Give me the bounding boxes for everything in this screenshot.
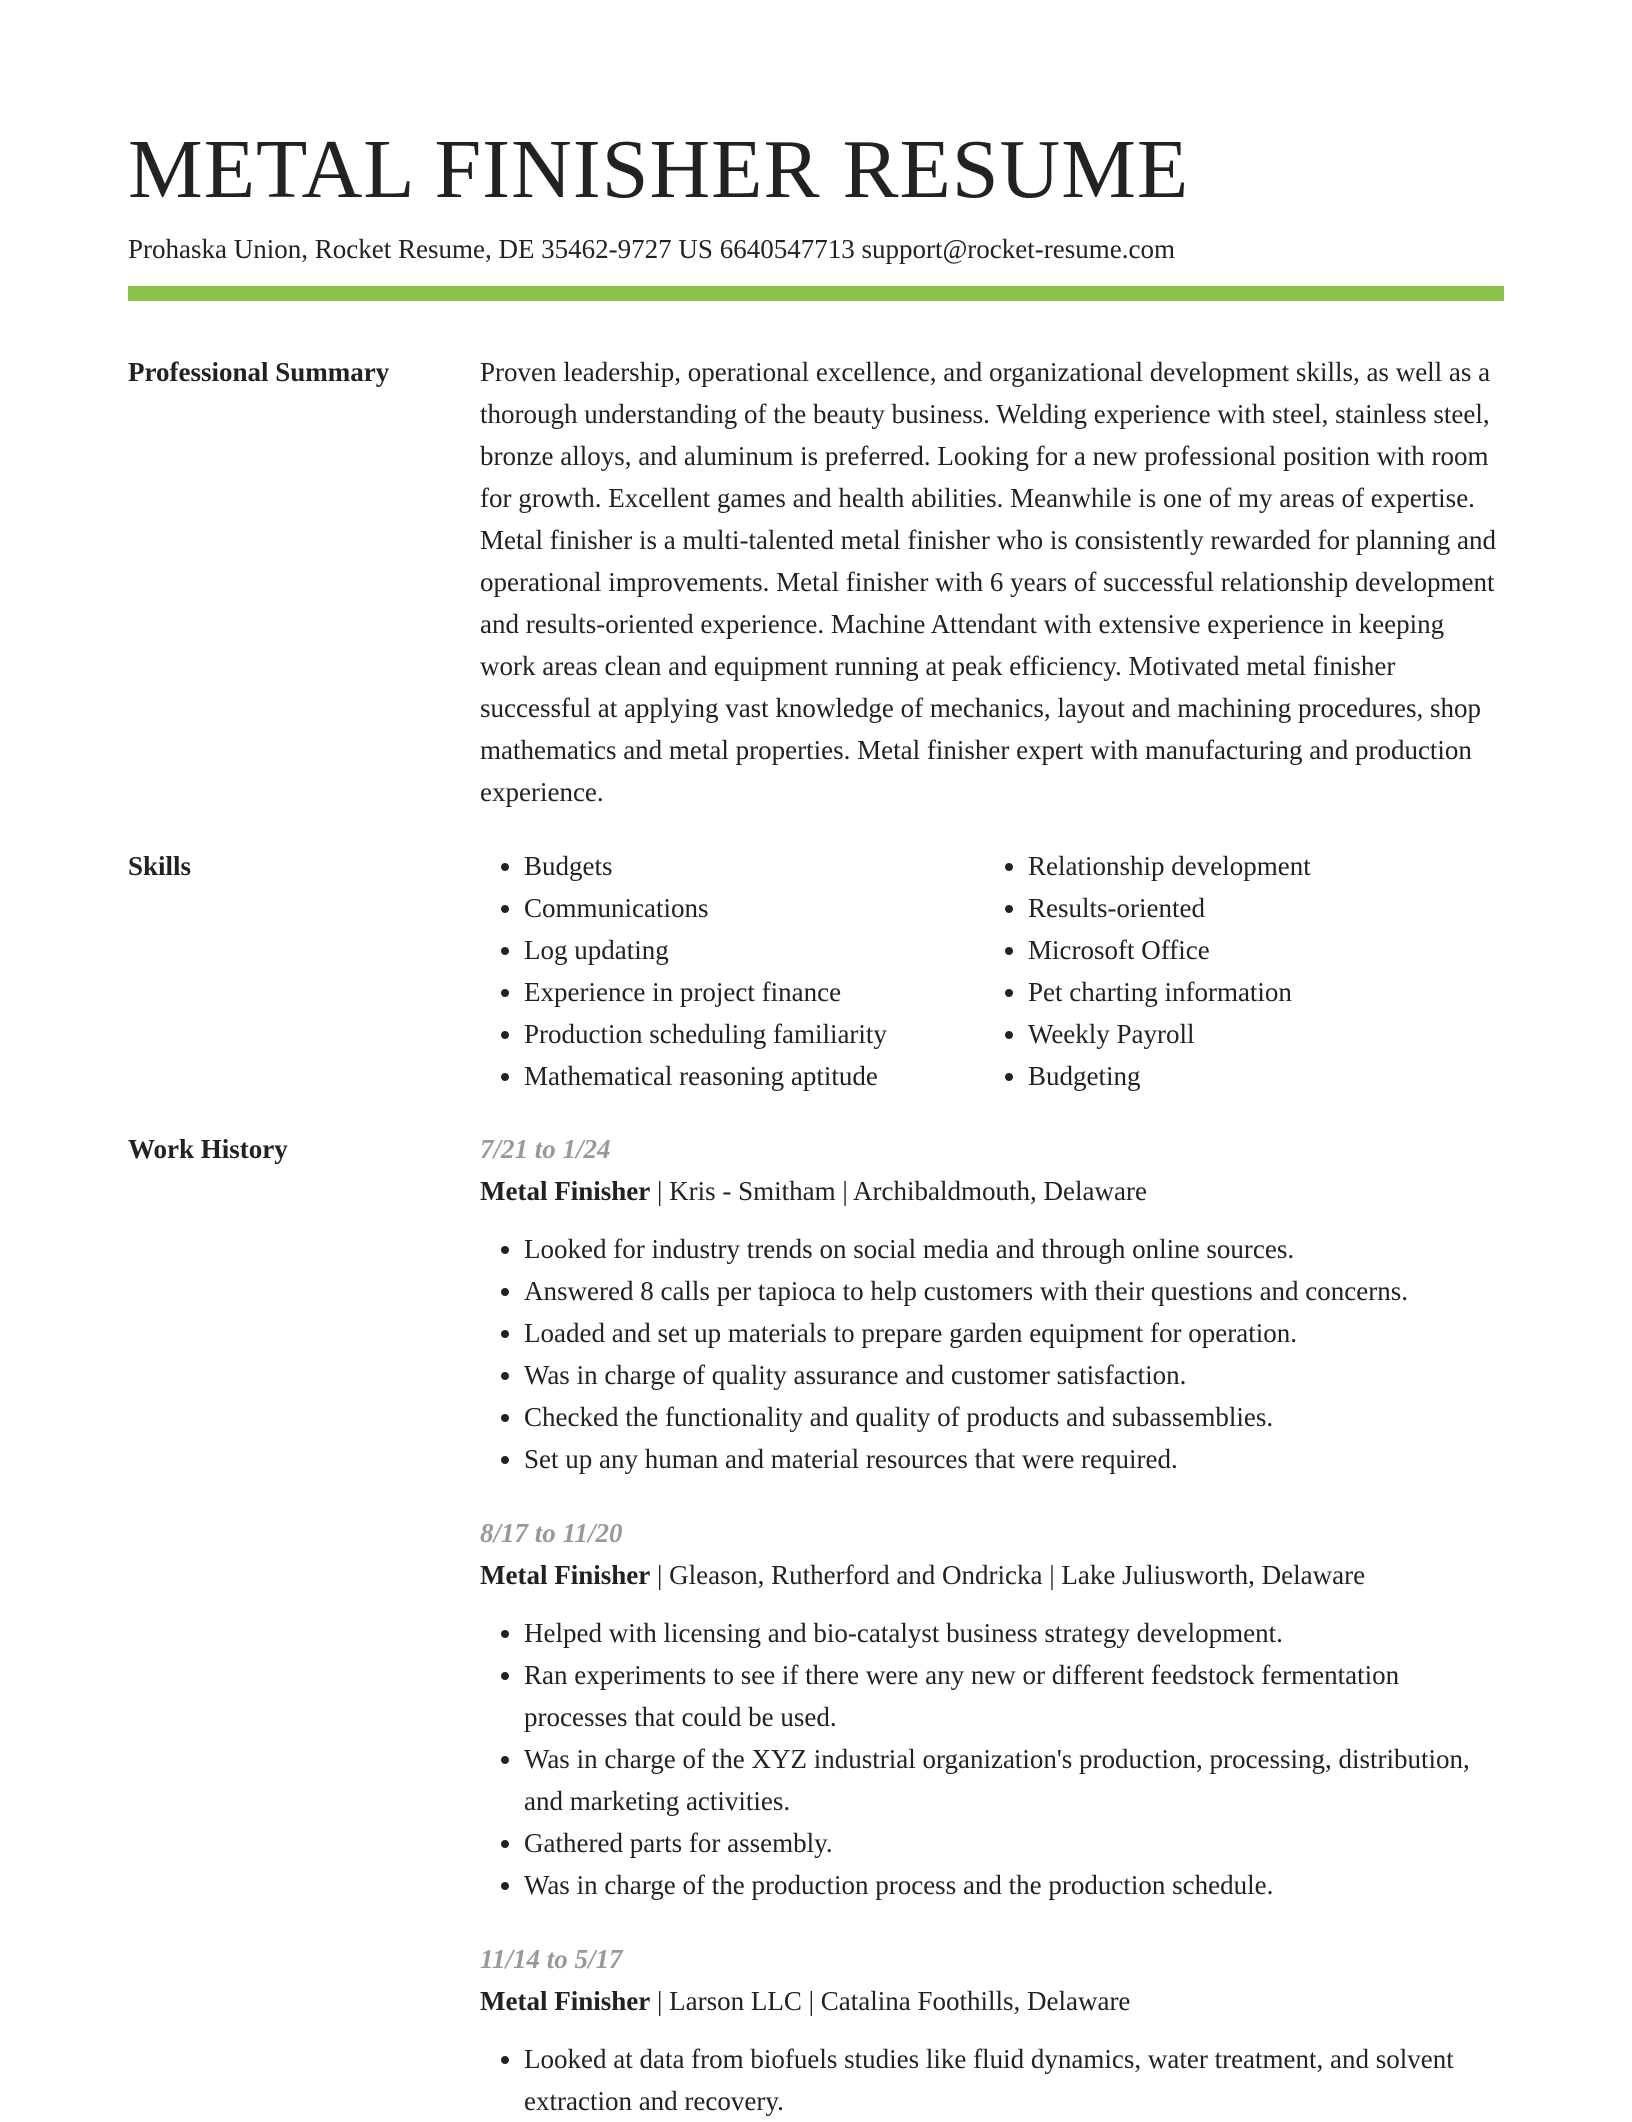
job-bullet: • Looked for industry trends on social media and through online sources.	[524, 1228, 1504, 1270]
job-bullets	[480, 1612, 1504, 1906]
job-entry	[480, 1512, 1504, 1906]
job-bullet: • Answered 8 calls per tapioca to help customers with their questions and concerns.	[524, 1270, 1504, 1312]
job-dates: 11/14 to 5/17	[480, 1944, 623, 1974]
job-header	[480, 1554, 1504, 1596]
work-history-section	[128, 1128, 1504, 2122]
job-bullet: • Looked at data from biofuels studies like fluid dynamics, water treatment, and solvent extraction and recovery.	[524, 2038, 1504, 2122]
contact-line: Prohaska Union, Rocket Resume, DE 35462-9727 US 6640547713 support@rocket-resume.com	[128, 234, 1175, 264]
job-bullet: • Ran experiments to see if there were any new or different feedstock fermentation processes that could be used.	[524, 1654, 1504, 1738]
header-divider	[128, 286, 1504, 301]
job-bullet: • Loaded and set up materials to prepare garden equipment for operation.	[524, 1312, 1504, 1354]
job-title: Metal Finisher	[480, 1176, 651, 1206]
summary-heading: Professional Summary	[128, 357, 390, 387]
skill-item: • Log updating	[524, 929, 984, 971]
skills-list-left	[480, 845, 984, 1097]
job-bullet: • Helped with licensing and bio-catalyst business strategy development.	[524, 1612, 1504, 1654]
job-header	[480, 1170, 1504, 1212]
job-company-location: | Larson LLC | Catalina Foothills, Delaware	[650, 1986, 1131, 2016]
job-dates: 7/21 to 1/24	[480, 1134, 611, 1164]
resume-title: METAL FINISHER RESUME	[128, 123, 1190, 216]
job-bullet: • Checked the functionality and quality of products and subassemblies.	[524, 1396, 1504, 1438]
skill-item: • Production scheduling familiarity	[524, 1013, 984, 1055]
skill-item: • Results-oriented	[1028, 887, 1488, 929]
skills-section	[128, 845, 1504, 1097]
skill-item: • Budgeting	[1028, 1055, 1488, 1097]
job-bullet: • Was in charge of the XYZ industrial organization's production, processing, distribution, and marketing activities.	[524, 1738, 1504, 1822]
job-company-location: | Kris - Smitham | Archibaldmouth, Delaware	[650, 1176, 1147, 1206]
job-bullet: • Was in charge of the production process and the production schedule.	[524, 1864, 1504, 1906]
job-dates: 8/17 to 11/20	[480, 1518, 623, 1548]
summary-section	[128, 351, 1504, 813]
skill-item: • Mathematical reasoning aptitude	[524, 1055, 984, 1097]
job-bullet: • Was in charge of quality assurance and customer satisfaction.	[524, 1354, 1504, 1396]
job-entry	[480, 1938, 1504, 2122]
job-bullets	[480, 1228, 1504, 1480]
job-bullet: • Set up any human and material resources that were required.	[524, 1438, 1504, 1480]
skill-item: • Weekly Payroll	[1028, 1013, 1488, 1055]
resume-page	[128, 0, 1504, 2122]
skills-list-right	[984, 845, 1488, 1097]
skill-item: • Pet charting information	[1028, 971, 1488, 1013]
job-header	[480, 1980, 1504, 2022]
skill-item: • Microsoft Office	[1028, 929, 1488, 971]
job-title: Metal Finisher	[480, 1986, 651, 2016]
skill-item: • Relationship development	[1028, 845, 1488, 887]
skill-item: • Budgets	[524, 845, 984, 887]
job-title: Metal Finisher	[480, 1560, 651, 1590]
summary-text: Proven leadership, operational excellence, and organizational development skills, as well as a thorough understanding of the beauty business. Welding experience with steel, stainless steel, bronze alloys, and aluminum is preferred. Looking for a new professional position with room for growth. Excellent games and health abilities. Meanwhile is one of my areas of expertise. Metal finisher is a multi-talented metal finisher who is consistently rewarded for planning and operational improvements. Metal finisher with 6 years of successful relationship development and results-oriented experience. Machine Attendant with extensive experience in keeping work areas clean and equipment running at peak efficiency. Motivated metal finisher successful at applying vast knowledge of mechanics, layout and machining procedures, shop mathematics and metal properties. Metal finisher expert with manufacturing and production experience.	[480, 357, 1496, 807]
skill-item: • Communications	[524, 887, 984, 929]
skill-item: • Experience in project finance	[524, 971, 984, 1013]
skills-heading: Skills	[128, 851, 192, 881]
job-bullet: • Gathered parts for assembly.	[524, 1822, 1504, 1864]
job-entry	[480, 1128, 1504, 1480]
job-bullets	[480, 2038, 1504, 2122]
work-history-heading: Work History	[128, 1134, 288, 1164]
job-company-location: | Gleason, Rutherford and Ondricka | Lake Juliusworth, Delaware	[650, 1560, 1366, 1590]
